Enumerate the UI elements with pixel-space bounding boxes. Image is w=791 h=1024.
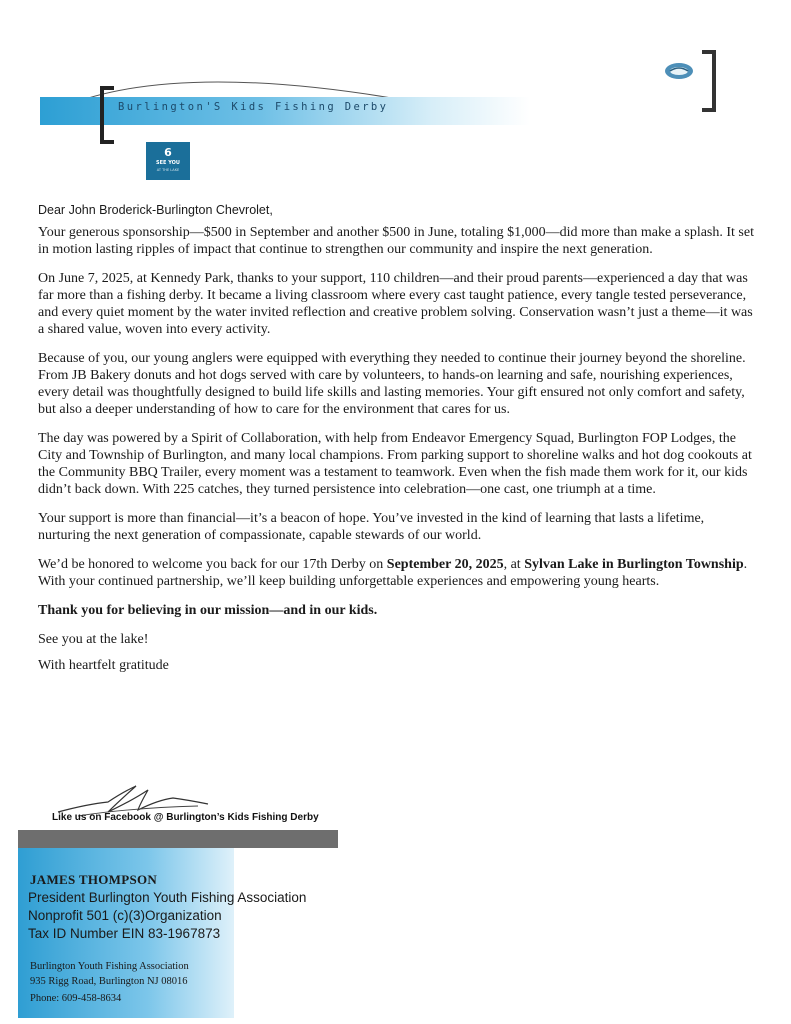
mailing-address [30, 959, 189, 989]
address-line-1: Burlington Youth Fishing Association [30, 961, 189, 972]
facebook-line: Like us on Facebook @ Burlington’s Kids Fishing Derby [52, 812, 319, 823]
paragraph-6 [38, 556, 758, 590]
phone-number: Phone: 609-458-8634 [30, 993, 122, 1004]
closing-line: With heartfelt gratitude [38, 658, 169, 673]
paragraph-5: Your support is more than financial—it’s a beacon of hope. You’ve invested in the kind of learning that lasts a lifetime, nurturing the next generation of compassionate, capable stewards of our world. [38, 511, 705, 543]
derby-location: Sylvan Lake in Burlington Township [524, 557, 744, 572]
fish-logo-icon [664, 62, 694, 80]
signer-titles [28, 889, 306, 943]
paragraph-2: On June 7, 2025, at Kennedy Park, thanks to your support, 110 children—and their proud parents—experienced a day that was far more than a fishing derby. It became a living classroom where every cast taught patience, every tangle tested perseverance, and every quiet moment by the water invited reflection and creative problem solving. Conservation wasn’t just a theme—it was a shared value, woven into every activity. [38, 271, 753, 337]
p6-text-c: , at [503, 557, 525, 572]
paragraph-3: Because of you, our young anglers were equipped with everything they needed to continue their journey beyond the shoreline. From JB Bakery donuts and hot dogs served with care by volunteers, to hands-on learning and safe, nourishing experiences, every detail was thoughtfully designed to build life skills and lasting memories. Your gift ensured not only comfort and safety, but also a deeper understanding of how to care for the environment that cares for us. [38, 351, 746, 417]
derby-logo-badge [146, 142, 190, 180]
p6-text-a: We’d be honored to welcome you back for our 17th Derby on [38, 557, 387, 572]
brand-title: Burlington'S Kids Fishing Derby [118, 101, 389, 113]
paragraph-4: The day was powered by a Spirit of Collaboration, with help from Endeavor Emergency Squad, Burlington FOP Lodges, the City and Township of Burlington, and many local champions. From parking support to shoreline walks and hot dog cookouts at the Community BBQ Trailer, every moment was a testament to teamwork. Even when the fish made them work for it, our kids didn’t back down. With 225 catches, they turned persistence into celebration—one cast, one triumph at a time. [38, 431, 752, 497]
p6-text-e: . With your continued partnership, we’ll keep building unforgettable experiences and empowering young hearts. [38, 557, 748, 589]
thanks-line: Thank you for believing in our mission—and in our kids. [38, 603, 378, 618]
left-bracket-decoration [100, 86, 114, 144]
address-line-2: 935 Rigg Road, Burlington NJ 08016 [30, 976, 188, 987]
paragraph-1: Your generous sponsorship—$500 in September and another $500 in June, totaling $1,000—did more than make a splash. It set in motion lasting ripples of impact that continue to strengthen our community and inspire the next generation. [38, 225, 754, 257]
badge-line1: SEE YOU [156, 160, 180, 166]
derby-date: September 20, 2025 [386, 557, 504, 572]
signer-name: JAMES THOMPSON [30, 872, 158, 887]
letter-body [38, 224, 758, 683]
footer-gray-bar [18, 830, 338, 848]
see-you-line: See you at the lake! [38, 632, 149, 647]
badge-number: 6 [164, 146, 172, 159]
signer-title-3: Tax ID Number EIN 83-1967873 [28, 926, 221, 941]
badge-line2: AT THE LAKE [156, 168, 180, 172]
signer-title-1: President Burlington Youth Fishing Association [28, 890, 307, 905]
salutation: Dear John Broderick-Burlington Chevrolet, [38, 203, 273, 217]
right-bracket-decoration [702, 50, 716, 112]
signer-title-2: Nonprofit 501 (c)(3)Organization [28, 908, 222, 923]
